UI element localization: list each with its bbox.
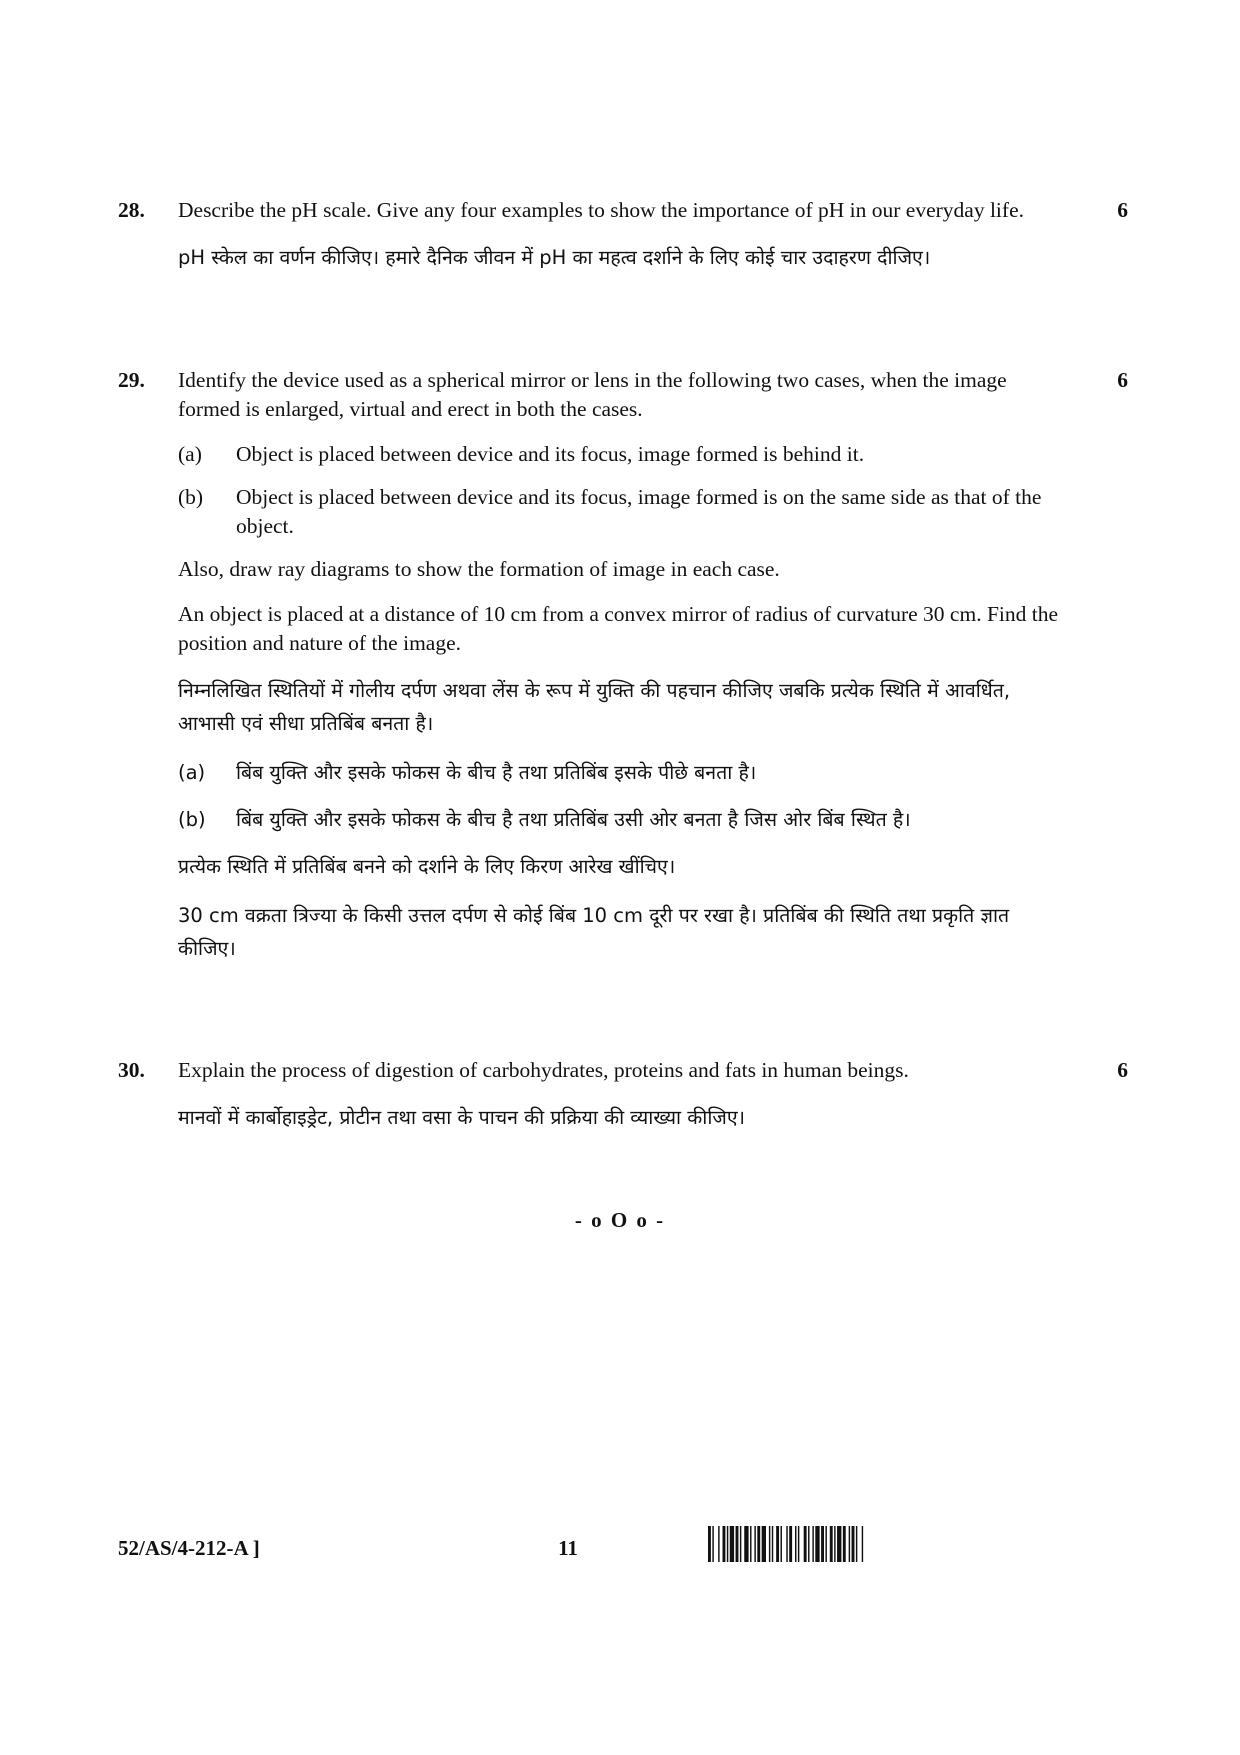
- sub-part-b-hindi: [178, 803, 1068, 836]
- question-marks: 6: [1117, 198, 1128, 222]
- question-number: 30.: [118, 1058, 145, 1082]
- question-marks: 6: [1117, 368, 1128, 392]
- numerical-hindi: 30 cm वक्रता त्रिज्या के किसी उत्तल दर्पण से कोई बिंब 10 cm दूरी पर रखा है। प्रतिबिंब की स्थिति तथा प्रकृति ज्ञात कीजिए।: [178, 904, 1010, 960]
- question-number: 28.: [118, 198, 145, 222]
- question-29: [118, 366, 1128, 981]
- instruction-hindi: प्रत्येक स्थिति में प्रतिबिंब बनने को दर्शाने के लिए किरण आरेख खींचिए।: [178, 855, 676, 878]
- sub-part-text: बिंब युक्ति और इसके फोकस के बीच है तथा प्रतिबिंब उसी ओर बनता है जिस ओर बिंब स्थित है।: [236, 808, 911, 831]
- paper-code: 52/AS/4-212-A ]: [118, 1536, 260, 1560]
- sub-part-label: (a): [178, 761, 206, 784]
- sub-part-label: (a): [178, 442, 202, 466]
- sub-part-text: Object is placed between device and its focus, image formed is behind it.: [236, 442, 865, 466]
- question-30: [118, 1056, 1128, 1150]
- instruction-english: Also, draw ray diagrams to show the formation of image in each case.: [178, 557, 780, 581]
- question-text-english: Describe the pH scale. Give any four examples to show the importance of pH in our everyday life.: [178, 198, 1024, 222]
- question-text-hindi: मानवों में कार्बोहाइड्रेट, प्रोटीन तथा वसा के पाचन की प्रक्रिया की व्याख्या कीजिए।: [178, 1106, 746, 1129]
- barcode: [708, 1526, 1008, 1562]
- sub-part-text: Object is placed between device and its focus, image formed is on the same side as that of the object.: [236, 485, 1042, 538]
- page-number: 11: [558, 1536, 578, 1560]
- question-marks: 6: [1117, 1058, 1128, 1082]
- sub-part-label: (b): [178, 808, 206, 831]
- numerical-english: An object is placed at a distance of 10 cm from a convex mirror of radius of curvature 30 cm. Find the position and nature of the image.: [178, 602, 1059, 655]
- question-number: 29.: [118, 368, 145, 392]
- question-text-hindi: निम्नलिखित स्थितियों में गोलीय दर्पण अथवा लेंस के रूप में युक्ति की पहचान कीजिए जबकि प्रत्येक स्थिति में आवर्धित, आभासी एवं सीधा प्रतिबिंब बनता है।: [178, 679, 1011, 735]
- sub-part-text: बिंब युक्ति और इसके फोकस के बीच है तथा प्रतिबिंब इसके पीछे बनता है।: [236, 761, 757, 784]
- question-text-hindi: pH स्केल का वर्णन कीजिए। हमारे दैनिक जीवन में pH का महत्व दर्शाने के लिए कोई चार उदाहरण दीजिए।: [178, 246, 931, 269]
- question-text-english: Identify the device used as a spherical mirror or lens in the following two cases, when the image formed is enlarged, virtual and erect in both the cases.: [178, 368, 1007, 421]
- question-28: [118, 196, 1128, 290]
- sub-part-a-hindi: [178, 756, 1068, 789]
- end-separator: - o O o -: [574, 1208, 666, 1232]
- sub-part-label: (b): [178, 485, 204, 509]
- sub-part-b-english: [178, 483, 1068, 541]
- question-text-english: Explain the process of digestion of carbohydrates, proteins and fats in human beings.: [178, 1058, 909, 1082]
- sub-part-a-english: [178, 440, 1068, 469]
